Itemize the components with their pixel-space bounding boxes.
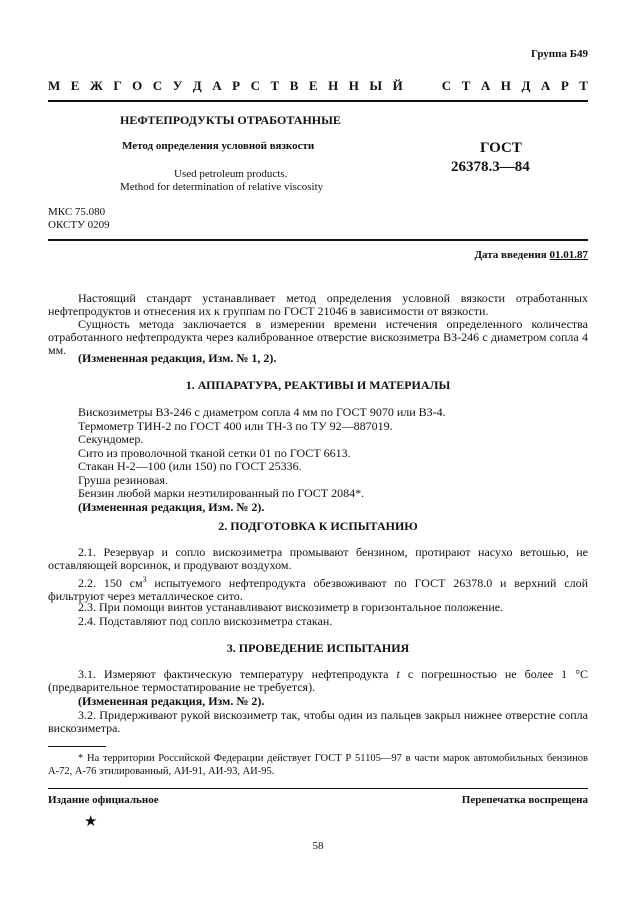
banner-letter: Т <box>579 78 588 93</box>
section-1-heading: 1. АППАРАТУРА, РЕАКТИВЫ И МАТЕРИАЛЫ <box>185 378 451 392</box>
page-number: 58 <box>312 840 324 852</box>
clause-2-4: 2.4. Подставляют под сопло вискозиметра стакан. <box>78 614 333 628</box>
title-block-rule <box>48 239 588 241</box>
banner-letter: С <box>152 78 163 93</box>
banner-letter: Г <box>113 78 122 93</box>
clause-2-2-text-rest: испытуемого нефтепродукта обезвоживают по ГОСТ 26378.0 и верхний слой фильтруют через металлическое сито. <box>48 576 589 603</box>
group-code: Группа Б49 <box>531 48 588 60</box>
standard-title: НЕФТЕПРОДУКТЫ ОТРАБОТАННЫЕ <box>120 113 341 127</box>
banner-letter: Р <box>560 78 569 93</box>
banner-letter: У <box>172 78 183 93</box>
section-2-heading: 2. ПОДГОТОВКА К ИСПЫТАНИЮ <box>218 519 418 533</box>
interstate-standard-banner <box>48 78 588 94</box>
section-1-revision-note: (Измененная редакция, Изм. № 2). <box>78 499 265 514</box>
clause-3-1 <box>48 668 588 694</box>
banner-letter: Т <box>270 78 280 93</box>
clause-2-1: 2.1. Резервуар и сопло вискозиметра промывают бензином, протирают насухо ветошью, не оставляющей ворсинок, и продувают воздухом. <box>48 545 588 572</box>
clause-3-1-text: 3.1. Измеряют фактическую температуру нефтепродукта <box>78 667 397 681</box>
okstu-code: ОКСТУ 0209 <box>48 219 110 231</box>
banner-letter: С <box>441 78 452 93</box>
banner-letter: Н <box>348 78 359 93</box>
banner-letter: Е <box>70 78 80 93</box>
intro-date-value: 01.01.87 <box>549 249 588 261</box>
list-item: Груша резиновая. <box>78 472 168 487</box>
section-3-heading: 3. ПРОВЕДЕНИЕ ИСПЫТАНИЯ <box>226 641 410 655</box>
english-title-line1: Used petroleum products. <box>174 168 288 180</box>
banner-letter: Д <box>192 78 202 93</box>
banner-letter: В <box>289 78 299 93</box>
list-item: Вискозиметры ВЗ-246 с диаметром сопла 4 мм по ГОСТ 9070 или ВЗ-4. <box>78 405 446 419</box>
list-item: Термометр ТИН-2 по ГОСТ 400 или ТН-3 по ТУ 92—887019. <box>78 418 393 433</box>
gost-label: ГОСТ <box>480 140 522 156</box>
footnote-rule <box>48 746 106 747</box>
intro-revision-note: (Измененная редакция, Изм. № 1, 2). <box>78 351 277 365</box>
temperature-variable: t <box>396 667 400 681</box>
list-item: Сито из проволочной тканой сетки 01 по ГОСТ 6613. <box>78 445 351 460</box>
intro-paragraph-1: Настоящий стандарт устанавливает метод определения условной вязкости отработанных нефтепродуктов и отнесения их к группам по ГОСТ 21046 в зависимости от вязкости. <box>48 291 588 318</box>
classification-codes <box>48 206 110 232</box>
reprint-prohibited-label: Перепечатка воспрещена <box>461 794 588 806</box>
official-edition-label: Издание официальное <box>48 794 159 806</box>
english-title-line2: Method for determination of relative viscosity <box>120 181 324 193</box>
banner-letter: А <box>480 78 491 93</box>
clause-2-2-text: 2.2. 150 см <box>78 576 143 590</box>
banner-letter: Д <box>521 78 531 93</box>
intro-date <box>474 249 588 261</box>
banner-letter: Р <box>232 78 241 93</box>
header-rule <box>48 100 588 102</box>
banner-letter: М <box>48 78 61 93</box>
standard-subtitle: Метод определения условной вязкости <box>122 140 315 152</box>
banner-letter: О <box>132 78 143 93</box>
list-item: Стакан Н-2—100 (или 150) по ГОСТ 25336. <box>78 459 302 473</box>
banner-letter: Т <box>461 78 471 93</box>
footer-rule <box>48 788 588 789</box>
gost-number: 26378.3—84 <box>451 159 530 175</box>
section-3-revision-note: (Измененная редакция, Изм. № 2). <box>78 694 265 708</box>
intro-paragraph-2: Сущность метода заключается в измерении времени истечения определенного количества отработанного нефтепродукта через калиброванное отверстие вискозиметра ВЗ-246 с диаметром сопла 4 мм. <box>48 317 588 357</box>
intro-date-label: Дата введения <box>474 249 547 261</box>
banner-letter: Й <box>392 78 403 93</box>
mks-code: МКС 75.080 <box>48 206 106 218</box>
equipment-list <box>78 406 446 514</box>
banner-letter: А <box>540 78 551 93</box>
banner-letter: Н <box>328 78 339 93</box>
star-icon: ★ <box>84 814 98 830</box>
clause-3-2: 3.2. Придерживают рукой вискозиметр так, чтобы один из пальцев закрыл нижнее отверстие сопла вискозиметра. <box>48 708 588 735</box>
banner-letter: Ы <box>369 78 383 93</box>
banner-letter: Ж <box>89 78 103 93</box>
cubic-superscript: 3 <box>142 575 147 584</box>
banner-letter: Е <box>308 78 318 93</box>
banner-letter: С <box>250 78 260 93</box>
clause-3-1-text-rest: с погрешностью не более 1 °С (предварительное термостатирование не требуется). <box>48 667 588 694</box>
banner-letter: А <box>212 78 222 93</box>
list-item: Бензин любой марки неэтилированный по ГОСТ 2084*. <box>78 486 365 500</box>
list-item: Секундомер. <box>78 432 144 446</box>
clause-2-2 <box>48 573 588 603</box>
clause-2-3: 2.3. При помощи винтов устанавливают вискозиметр в горизонтальное положение. <box>78 600 504 614</box>
footnote: * На территории Российской Федерации действует ГОСТ Р 51105—97 в части марок автомобильных бензинов А-72, А-76 этилированный, АИ-91, АИ-93, АИ-95. <box>48 753 588 777</box>
banner-letter: Н <box>500 78 511 93</box>
